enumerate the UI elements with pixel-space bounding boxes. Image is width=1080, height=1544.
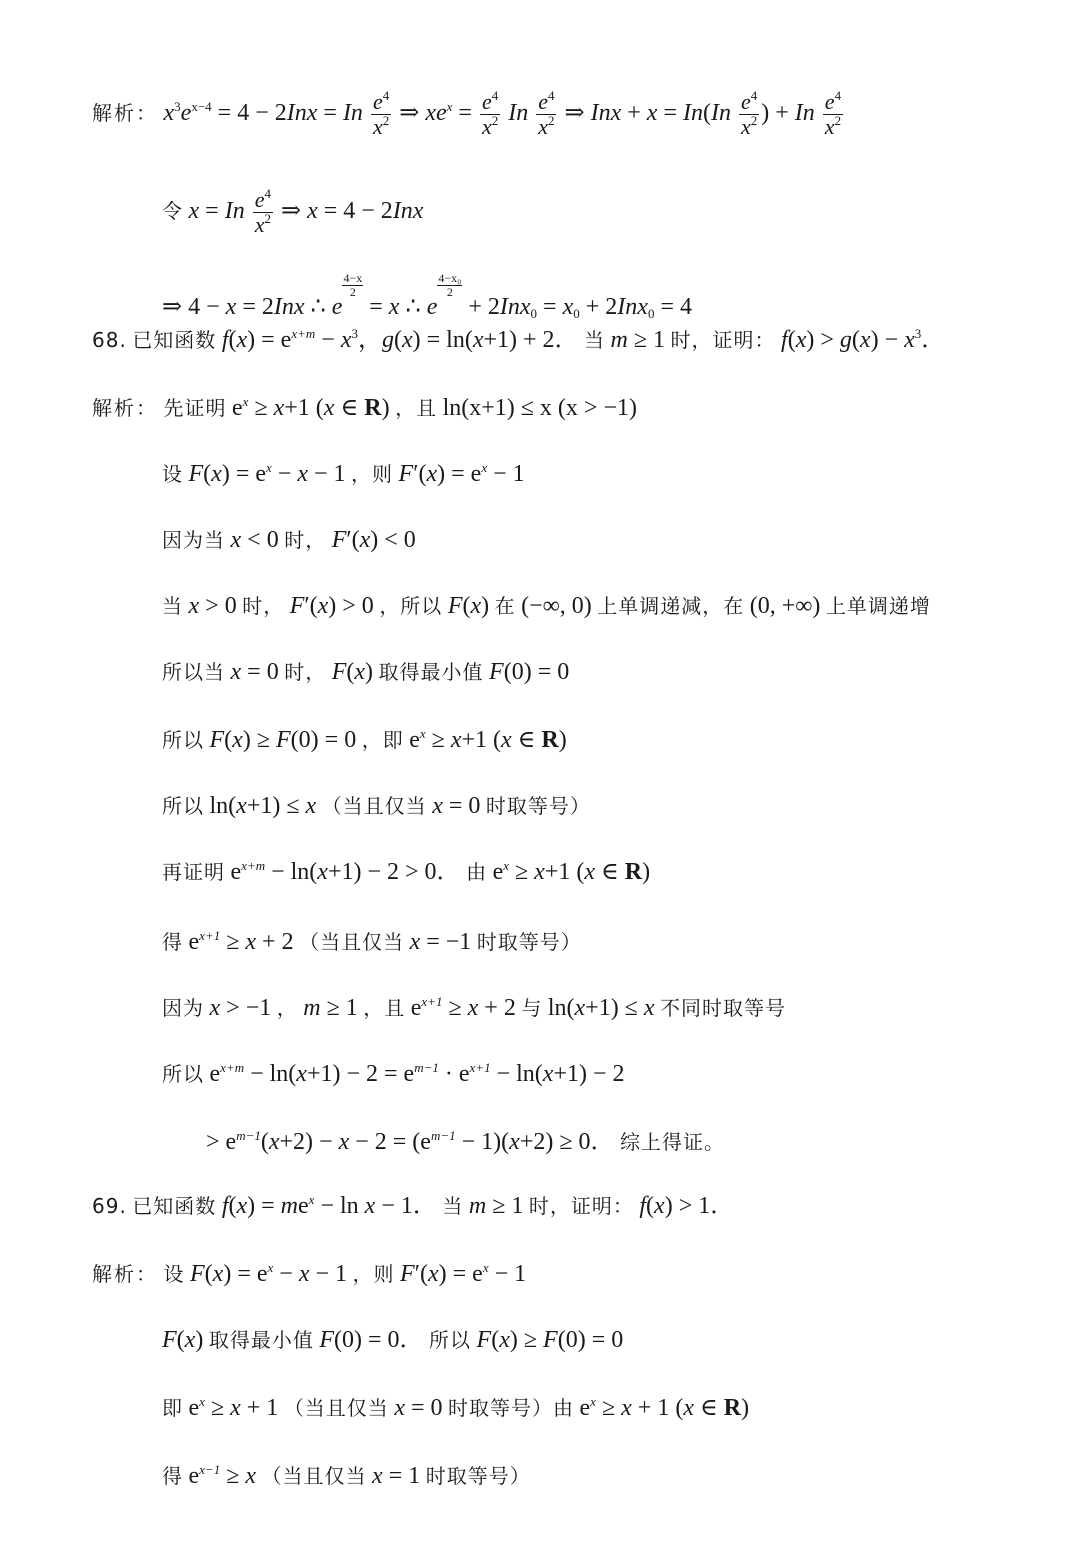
p68-step1: 解析： 先证明 $e^x \ge x+1$ (x ∈ R) ，且 ln(x+1) ≤ x (x > −1) — [92, 394, 637, 421]
sol67-line3 — [162, 272, 692, 319]
p68-step3: 因为当 x < 0 时， F′(x) < 0 — [162, 527, 416, 553]
p68-step12: > $e^{m-1}(x+2) - x - 2 = (e^{m-1} - 1)(x+2) \ge 0$． 综上得证。 — [206, 1128, 726, 1155]
sol67-line2 — [162, 188, 423, 237]
problem-68-statement: 68. 已知函数 $f(x) = e^{x+m} - x^3$，g(x) = ln(x+1) + 2． 当 m ≥ 1 时，证明： $f(x) > g(x) - x^3$． — [92, 326, 946, 353]
solution-label: 解析： — [92, 101, 158, 126]
problem-intro: 已知函数 — [132, 1194, 217, 1218]
problem-68-f: $f(x) = e^{x+m} - x^3$，g(x) = ln(x+1) + 2． — [221, 326, 579, 353]
sol67-eq3: ⇒ 4 − x = 2Inx ∴ e $\frac{4-x}{2}$ = x ∴ e $\frac{\text{4−x₀}}{2}$ + $2Inx_0 = x_0 + 2Inx_0 = 4$ — [162, 271, 692, 321]
p69-step1: 解析： 设 $F(x) = e^x - x - 1$ ，则 $F'(x) = e^x - 1$ — [92, 1260, 527, 1287]
p68-step2: 设 $F(x) = e^x - x - 1$ ，则 $F'(x) = e^x - 1$ — [162, 460, 525, 487]
p69-step4: 得 $e^{x-1} \ge x$ （当且仅当 x = 1 时取等号） — [162, 1462, 531, 1489]
let-word: 令 — [162, 199, 183, 224]
problem-number: 69. — [92, 1194, 127, 1218]
p68-step11: 所以 $e^{x+m} - \ln(x+1) - 2 = e^{m-1} \cdot e^{x+1} - \ln(x+1) - 2$ — [162, 1060, 625, 1087]
p68-step8: 再证明 $e^{x+m} - \ln(x+1) - 2 > 0$． 由 $e^x \ge x+1$ (x ∈ R) — [162, 858, 651, 885]
sol67-eq2: x = In $\frac{e^4}{x^2}$ ⇒ x = 4 − 2Inx — [188, 186, 424, 238]
problem-68-cond: m ≥ 1 — [610, 327, 666, 353]
problem-intro: 已知函数 — [132, 328, 217, 352]
p69-step2: F(x) 取得最小值 F(0) = 0． 所以 F(x) ≥ F(0) = 0 — [162, 1327, 624, 1353]
p68-step4: 当 x > 0 时， F′(x) > 0 ，所以 F(x) 在 (−∞, 0) 上单调递减，在 (0, +∞) 上单调递增 — [162, 593, 931, 619]
problem-69-statement: 69. 已知函数 $f(x) = me^x - \ln x - 1$． 当 m ≥ 1 时，证明： f(x) > 1． — [92, 1192, 735, 1219]
p68-step9: 得 $e^{x+1} \ge x + 2$ （当且仅当 x = −1 时取等号） — [162, 928, 582, 955]
sol67-eq1: $x^3e^{x-4} = 4 - 2Inx = In$ $\frac{e^4}{x^2}$ ⇒ $xe^x$ = $\frac{e^4}{x^2}$ In $\frac{e^4}{x^2}$ ⇒ Inx + x = In(In $\frac{e^4}{x^2}$ ) + In $\frac{e^4}{x^2}$ — [163, 88, 842, 140]
p68-step7: 所以 ln(x+1) ≤ x （当且仅当 x = 0 时取等号） — [162, 793, 591, 819]
p68-step5: 所以当 x = 0 时， F(x) 取得最小值 F(0) = 0 — [162, 659, 570, 685]
sol67-line1 — [92, 90, 845, 139]
problem-number: 68. — [92, 328, 127, 352]
problem-68-goal: $f(x) > g(x) - x^3$． — [781, 326, 946, 353]
p68-step6: 所以 F(x) ≥ F(0) = 0 ，即 $e^x \ge x+1$ (x ∈ R) — [162, 726, 567, 753]
p69-step3: 即 $e^x \ge x + 1$ （当且仅当 x = 0 时取等号）由 $e^x \ge x + 1$ (x ∈ R) — [162, 1394, 750, 1421]
p68-step10: 因为 x > −1 ， m ≥ 1 ，且 $e^{x+1} \ge x + 2$ 与 ln(x+1) ≤ x 不同时取等号 — [162, 994, 787, 1021]
